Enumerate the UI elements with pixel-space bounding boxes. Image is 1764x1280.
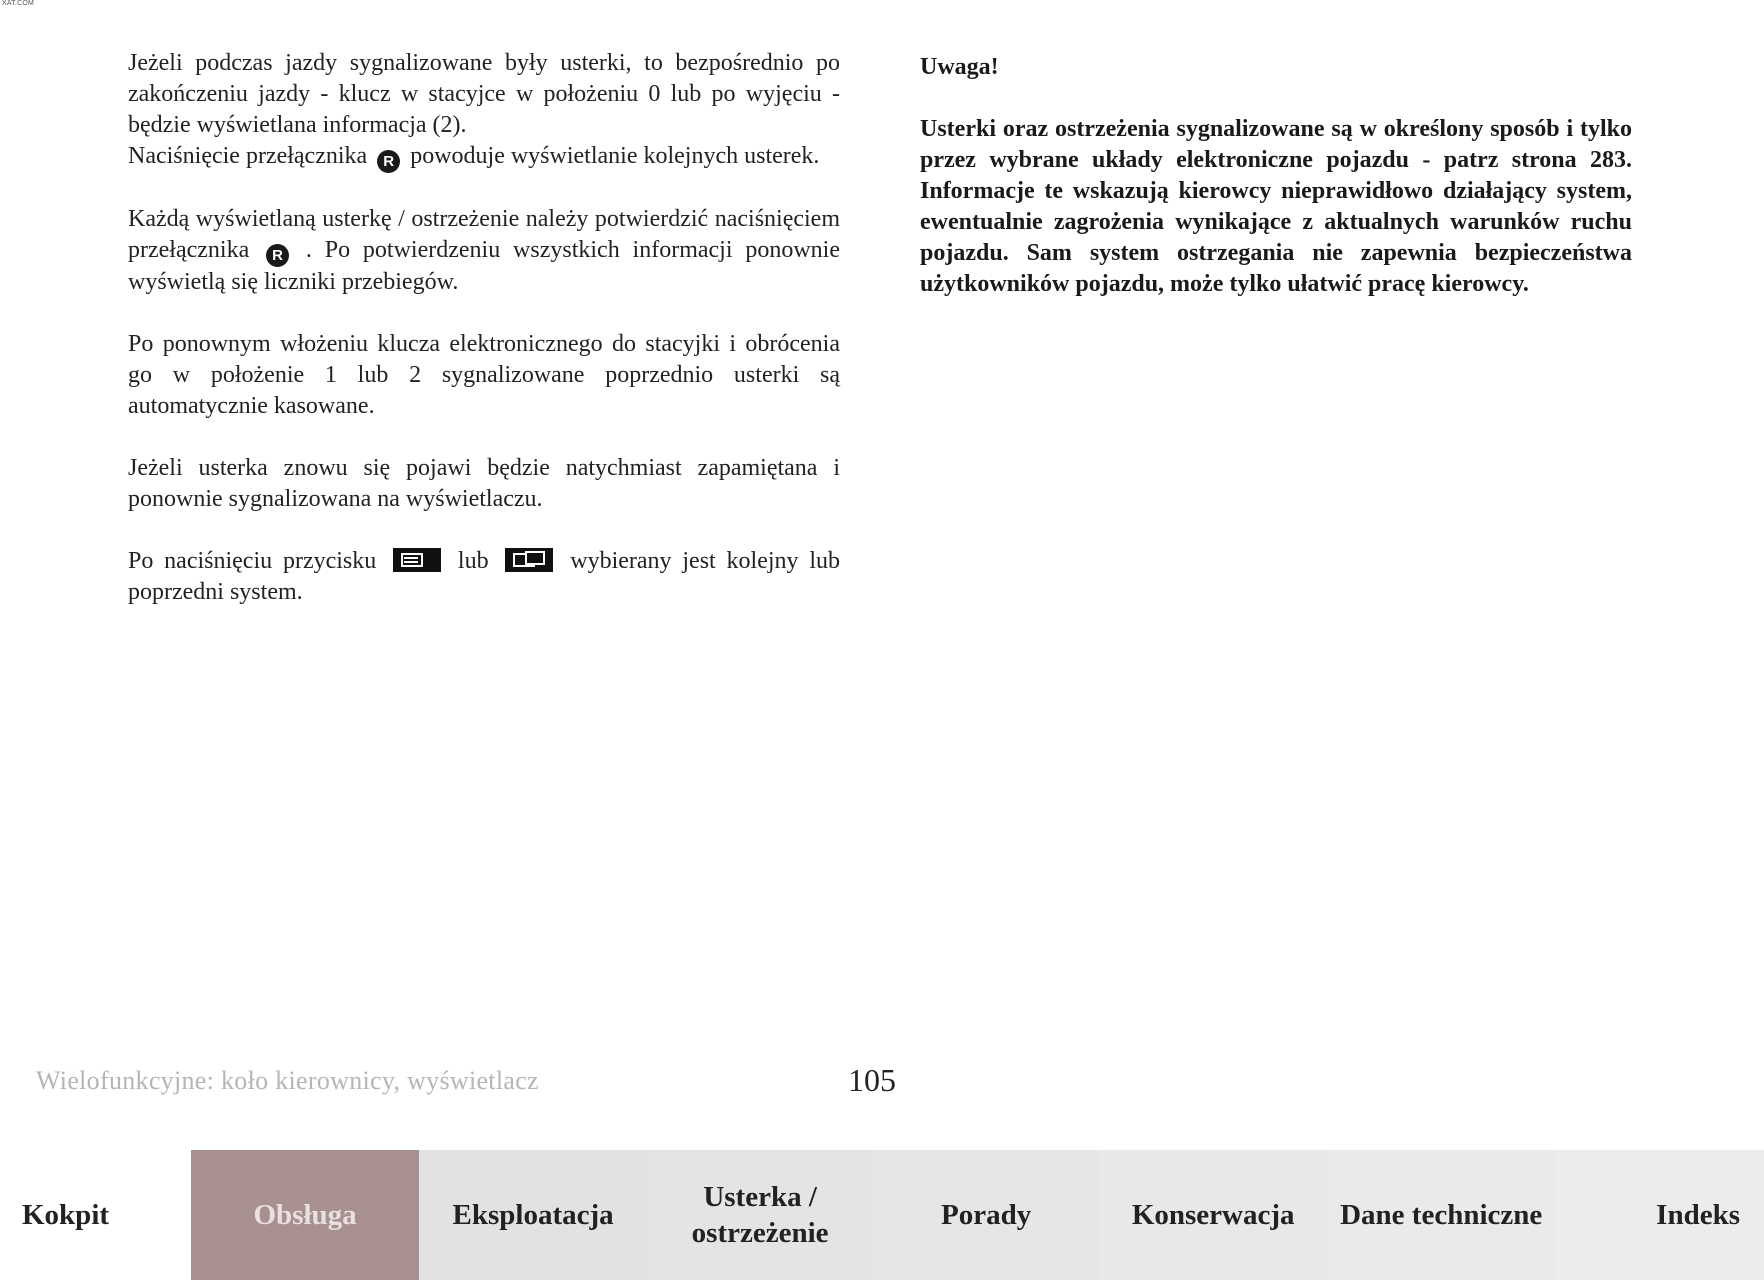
left-column — [128, 48, 840, 639]
section-title: Wielofunkcyjne: koło kierownicy, wyświetlacz — [36, 1066, 539, 1095]
paragraph-2-after: . Po potwierdzeniu wszystkich informacji ponownie wyświetlą się liczniki przebiegów. — [128, 237, 840, 295]
previous-system-button-icon — [505, 548, 553, 572]
paragraph-4: Jeżeli usterka znowu się pojawi będzie natychmiast zapamiętana i ponownie sygnalizowana na wyświetlaczu. — [128, 455, 840, 512]
tab-eksploatacja[interactable]: Eksploatacja — [419, 1150, 647, 1280]
tab-kokpit[interactable]: Kokpit — [0, 1150, 191, 1280]
paragraph-1-text: Jeżeli podczas jazdy sygnalizowane były usterki, to bezpośrednio po zakończeniu jazdy - klucz w stacyjce w położeniu 0 lub po wyjęciu - będzie wyświetlana informacja (2). — [128, 50, 840, 138]
paragraph-1b — [128, 141, 840, 173]
paragraph-5-before: Po naciśnięciu przycisku — [128, 548, 388, 574]
paragraph-1 — [128, 48, 840, 141]
next-system-button-icon — [393, 548, 441, 572]
tab-dane-techniczne[interactable]: Dane techniczne — [1327, 1150, 1555, 1280]
tab-obsluga[interactable]: Obsługa — [191, 1150, 419, 1280]
paragraph-1b-before: Naciśnięcie przełącznika — [128, 143, 374, 169]
paragraph-5-middle: lub — [447, 548, 500, 574]
warning-box — [920, 52, 1632, 300]
paragraph-5-after: wybierany jest kolejny lub poprzedni system. — [128, 548, 841, 605]
watermark: XAT.COM — [2, 0, 34, 7]
paragraph-5 — [128, 546, 840, 608]
paragraph-1b-after: powoduje wyświetlanie kolejnych usterek. — [404, 143, 820, 169]
chapter-navigation — [0, 1150, 1764, 1280]
tab-porady[interactable]: Porady — [873, 1150, 1099, 1280]
paragraph-2-before: Każdą wyświetlaną usterkę / ostrzeżenie należy potwierdzić naciśnięciem przełącznika — [128, 206, 840, 263]
warning-body: Usterki oraz ostrzeżenia sygnalizowane są w określony sposób i tylko przez wybrane układy elektroniczne pojazdu - patrz strona 283. Informacje te wskazują kierowcy nieprawidłowo działający system, ewentualnie zagrożenia wynikające z aktualnych warunków ruchu pojazdu. Sam system ostrzegania nie zapewnia bezpieczeństwa użytkowników pojazdu, może tylko ułatwić pracę kierowcy. — [920, 116, 1632, 297]
warning-title: Uwaga! — [920, 54, 999, 80]
page-number: 105 — [848, 1062, 896, 1098]
paragraph-3: Po ponownym włożeniu klucza elektronicznego do stacyjki i obrócenia go w położenie 1 lub 2 sygnalizowane poprzednio usterki są automatycznie kasowane. — [128, 331, 840, 419]
r-key-icon: R — [266, 244, 289, 267]
tab-usterka-ostrzezenie[interactable]: Usterka / ostrzeżenie — [647, 1150, 873, 1280]
tab-konserwacja[interactable]: Konserwacja — [1099, 1150, 1327, 1280]
paragraph-2 — [128, 204, 840, 298]
tab-indeks[interactable]: Indeks — [1555, 1150, 1764, 1280]
r-key-icon: R — [377, 150, 400, 173]
